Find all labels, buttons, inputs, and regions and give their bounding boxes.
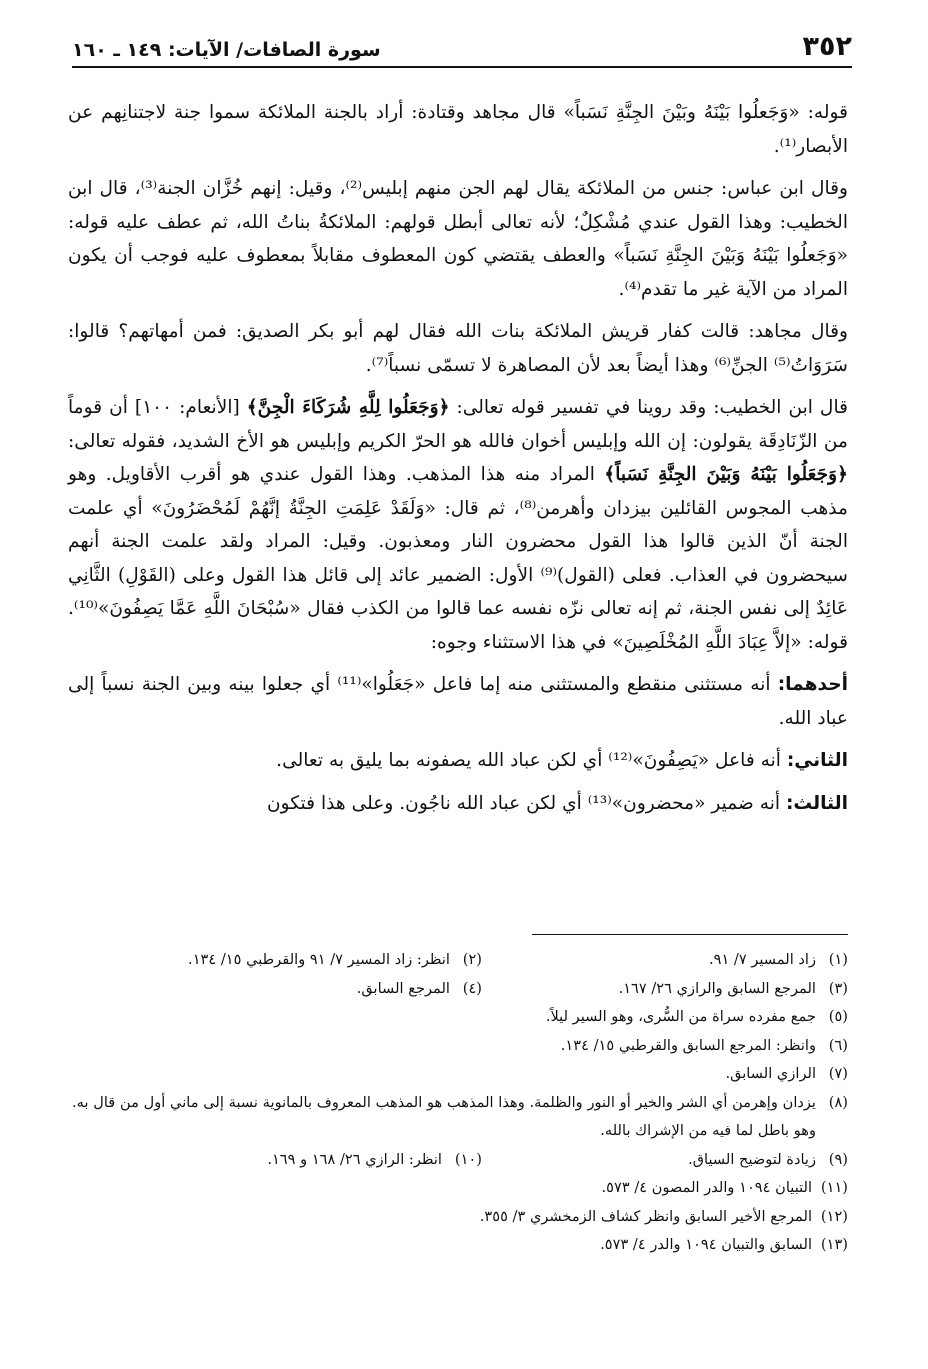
footnote-6: (٦) وانظر: المرجع السابق والقرطبي ١٥/ ١٣٤.	[560, 1036, 848, 1054]
point-three-label: الثالث:	[785, 792, 848, 814]
paragraph-5	[68, 668, 848, 735]
running-header	[72, 26, 852, 68]
point-two-text: أنه فاعل «يَصِفُونَ»⁽¹²⁾ أي لكن عباد الله يصفونه بما يليق به تعالى.	[276, 750, 787, 771]
footnote-row	[72, 1146, 848, 1175]
paragraph-3: وقال مجاهد: قالت كفار قريش الملائكة بنات الله فقال لهم أبو بكر الصديق: فمن أمهاتهم؟ قالوا: سَرَوَاتُ⁽⁵⁾ الجنِّ⁽⁶⁾ وهذا أيضاً بعد لأن المصاهرة لا تسمّى نسباً⁽⁷⁾.	[68, 321, 848, 376]
footnote-5: (٥) جمع مفرده سراة من السُّرى، وهو السير ليلاً.	[545, 1008, 848, 1025]
point-three-text: أنه ضمير «محضرون»⁽¹³⁾ أي لكن عباد الله ناجُون. وعلى هذا فتكون	[267, 792, 786, 814]
paragraph-4-part-c: المراد منه هذا المذهب. وهذا القول عندي هو أقرب الأقاويل. وهو مذهب المجوس القائلين بيزدان وأهرمن⁽⁸⁾، ثم قال: «وَلَقَدْ عَلِمَتِ الجِنَّةُ إنَّهُمْ لَمُحْضَرُونَ» أي علمت الجنة أنّ الذين قالوا هذا القول محضرون النار ومعذبون. وقيل: المراد ولقد علمت الجنة أنهم سيحضرون في العذاب. فعلى (القول)⁽⁹⁾ الأول: الضمير عائد إلى قائل هذا القول وعلى (القَوْلِ) الثَّانِي عَائِدٌ إلى نفس الجنة، ثم إنه تعالى نزّه نفسه عما قالوا من الكذب فقال «سُبْحَانَ اللَّهِ عَمَّا يَصِفُونَ»⁽¹⁰⁾. قوله: «إلاَّ عِبَادَ اللَّهِ المُخْلَصِينَ» في هذا الاستثناء وجوه:	[68, 464, 848, 653]
paragraph-4-part-b: [الأنعام: ١٠٠] أن قوماً من الزّنَادِقَة يقولون: إن الله وإبليس أخوان فالله هو الحرّ الكريم وإبليس هو الأخ الشديد، فقوله تعالى:	[68, 397, 848, 452]
point-one-label: أحدهما:	[777, 674, 849, 695]
footnote-3: (٣) المرجع السابق والرازي ٢٦/ ١٦٧.	[618, 979, 848, 997]
point-one-text: أنه مستثنى منقطع والمستثنى منه إما فاعل «جَعَلُوا»⁽¹¹⁾ أي جعلوا بينه وبين الجنة نسباً إلى عباد الله.	[68, 674, 848, 729]
footnotes	[72, 946, 848, 1260]
footnote-row	[72, 975, 848, 1004]
footnote-4: (٤) المرجع السابق.	[356, 979, 482, 997]
running-title: سورة الصافات/ الآيات: ١٤٩ ـ ١٦٠	[72, 39, 381, 61]
footnote-2: (٢) انظر: زاد المسير ٧/ ٩١ والقرطبي ١٥/ ١٣٤.	[188, 951, 482, 968]
quran-quote-2: ﴿وَجَعَلُوا بَيْنَهُ وَبَيْنَ الجِنَّةِ نَسَباً﴾	[604, 464, 848, 485]
footnote-9: (٩) زيادة لتوضيح السياق.	[688, 1150, 848, 1168]
footnote-1: (١) زاد المسير ٧/ ٩١.	[708, 951, 848, 968]
paragraph-4	[68, 391, 848, 659]
point-two-label: الثاني:	[786, 750, 848, 771]
quran-quote-1: ﴿وَجَعَلُوا لِلَّهِ شُرَكَاءَ الْجِنَّ﴾	[246, 397, 450, 418]
footnote-7: (٧) الرازي السابق.	[725, 1065, 848, 1082]
main-text	[68, 96, 848, 829]
footnote-8: (٨)يزدان وإهرمن أي الشر والخير أو النور والظلمة. وهذا المذهب هو المذهب المعروف بالمانوية نسبة إلى ماني أول من قال به. وهو باطل لما فيه من الإشراك بالله.	[72, 1093, 848, 1139]
paragraph-4-part-a: قال ابن الخطيب: وقد روينا في تفسير قوله تعالى:	[449, 397, 848, 418]
footnote-13: (١٣) السابق والتبيان ١٠٩٤ والدر ٤/ ٥٧٣.	[600, 1236, 848, 1253]
footnote-11: (١١) التبيان ١٠٩٤ والدر المصون ٤/ ٥٧٣.	[601, 1179, 848, 1196]
paragraph-1: قوله: «وَجَعلُوا بَيْنَهُ وبَيْنَ الجِنَّةِ نَسَباً» قال مجاهد وقتادة: أراد بالجنة الملائكة سموا جنة لاجتنانِهم عن الأبصار⁽¹⁾.	[68, 102, 848, 157]
page-number: ٣٥٢	[802, 31, 852, 62]
paragraph-6	[68, 744, 848, 778]
footnote-separator	[532, 934, 848, 935]
footnote-12: (١٢) المرجع الأخير السابق وانظر كشاف الزمخشري ٣/ ٣٥٥.	[479, 1207, 848, 1225]
paragraph-2: وقال ابن عباس: جنس من الملائكة يقال لهم الجن منهم إبليس⁽²⁾، وقيل: إنهم خُزَّان الجنة⁽³⁾، قال ابن الخطيب: وهذا القول عندي مُشْكِلٌ؛ لأنه تعالى أبطل قولهم: الملائكةُ بناتُ الله، ثم عطف عليه قوله: «وَجَعلُوا بَيْنَهُ وَبَيْنَ الجِنَّةِ نَسَباً» والعطف يقتضي كون المعطوف مقابلاً بمعطوف عليه فوجب أن يكون المراد من الآية غير ما تقدم⁽⁴⁾.	[68, 178, 848, 300]
paragraph-7	[68, 787, 848, 821]
footnote-row	[72, 946, 848, 975]
footnote-10: (١٠) انظر: الرازي ٢٦/ ١٦٨ و ١٦٩.	[267, 1150, 482, 1168]
